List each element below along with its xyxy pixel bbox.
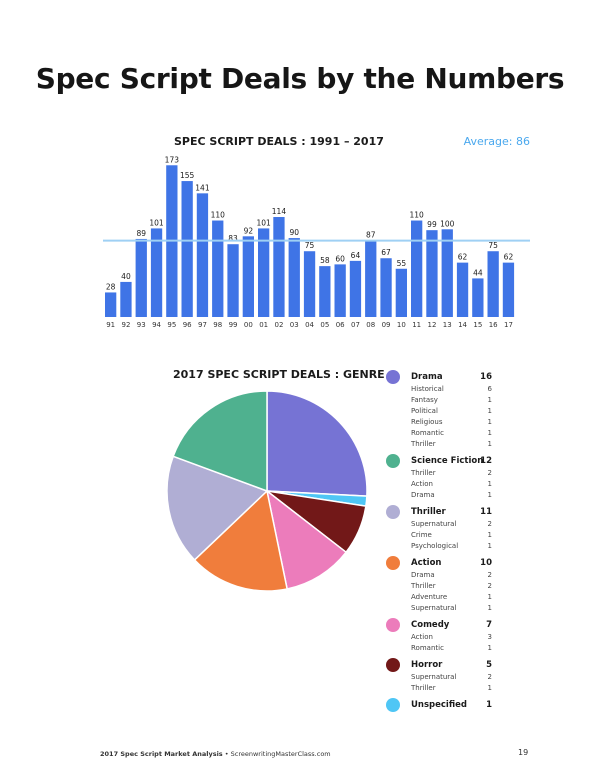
x-tick-label: 09 [381,321,391,329]
legend-subcount: 3 [487,633,492,641]
legend-subentry [386,570,500,581]
legend-sublabel: Supernatural [411,520,457,528]
legend-subentry [386,406,500,417]
bar-chart-title: SPEC SCRIPT DEALS : 1991 – 2017 [174,135,384,148]
pie-slice [267,391,367,496]
x-tick-label: 98 [213,321,223,329]
legend-entry [386,370,500,384]
x-tick-label: 94 [152,321,162,329]
legend-count: 5 [486,660,492,670]
legend-swatch [386,698,400,712]
legend-subcount: 2 [487,673,492,681]
legend-subcount: 1 [487,396,492,404]
legend-label: Horror [411,660,443,670]
legend-label: Science Fiction [411,456,484,466]
legend-subentry [386,384,500,395]
bar-value-label: 89 [136,228,147,238]
legend-sublabel: Fantasy [411,396,438,404]
footer-doc-title: 2017 Spec Script Market Analysis [100,750,223,758]
x-tick-label: 96 [182,321,192,329]
bar-value-label: 64 [350,250,361,260]
legend-label: Unspecified [411,700,467,710]
legend-count: 16 [480,372,492,382]
bar-value-label: 101 [256,218,271,228]
legend-subentry [386,428,500,439]
legend-count: 12 [480,456,492,466]
x-tick-label: 93 [136,321,146,329]
page-title: Spec Script Deals by the Numbers [35,62,565,95]
pie-chart-title: 2017 SPEC SCRIPT DEALS : GENRE [173,368,385,381]
legend-subcount: 1 [487,429,492,437]
legend-swatch [386,618,400,632]
legend-swatch [386,658,400,672]
bar-value-label: 100 [440,219,455,229]
legend-subentry [386,490,500,501]
bar-value-label: 87 [365,230,376,240]
legend-sublabel: Supernatural [411,604,457,612]
x-tick-label: 16 [488,321,498,329]
x-tick-label: 99 [228,321,238,329]
x-tick-label: 11 [412,321,422,329]
x-tick-label: 05 [320,321,330,329]
x-tick-label: 17 [503,321,513,329]
bar-value-label: 99 [427,220,437,230]
legend-swatch [386,505,400,519]
legend-sublabel: Religious [411,418,443,426]
legend-subcount: 2 [487,571,492,579]
legend-sublabel: Romantic [411,429,444,437]
legend-sublabel: Thriller [411,582,436,590]
legend-sublabel: Thriller [411,684,436,692]
x-tick-label: 14 [458,321,468,329]
legend-subentry [386,683,500,694]
legend-sublabel: Political [411,407,438,415]
x-tick-label: 15 [473,321,483,329]
bar-value-label: 60 [335,254,345,264]
legend-subentry [386,632,500,643]
x-tick-label: 07 [350,321,360,329]
legend-entry [386,698,500,712]
legend-subentry [386,395,500,406]
legend-count: 1 [486,700,492,710]
legend-sublabel: Drama [411,491,435,499]
legend-subentry [386,643,500,654]
bar-value-label: 67 [381,248,391,258]
x-tick-label: 03 [289,321,299,329]
legend-subentry [386,479,500,490]
x-tick-label: 91 [106,321,116,329]
legend-group [386,454,500,501]
legend-group [386,370,500,450]
bar-value-label: 110 [409,210,424,220]
bar-value-label: 62 [503,252,514,262]
legend-subcount: 1 [487,531,492,539]
legend-sublabel: Action [411,633,433,641]
legend-subcount: 2 [487,469,492,477]
legend-swatch [386,556,400,570]
bar-value-label: 28 [105,282,116,292]
footer-separator: • [222,750,231,758]
legend-subcount: 2 [487,582,492,590]
legend-subentry [386,530,500,541]
bar-value-label: 101 [149,218,164,228]
legend-group [386,698,500,712]
bar-value-label: 58 [320,256,330,266]
legend-subcount: 1 [487,407,492,415]
legend-label: Thriller [411,507,446,517]
bar-value-label: 83 [228,234,238,244]
legend-subentry [386,439,500,450]
legend-count: 7 [486,620,492,630]
bar-value-label: 155 [179,171,195,181]
legend-label: Comedy [411,620,450,630]
pie-legend [386,370,500,712]
x-tick-label: 04 [305,321,315,329]
legend-sublabel: Psychological [411,542,459,550]
average-label: Average: 86 [463,135,530,148]
bar-value-label: 90 [289,228,300,238]
bar-value-label: 114 [271,207,287,217]
legend-sublabel: Action [411,480,433,488]
legend-subcount: 1 [487,418,492,426]
legend-group [386,618,500,654]
legend-subentry [386,417,500,428]
page-number: 19 [518,748,529,757]
bar-value-label: 75 [488,241,498,251]
x-tick-label: 10 [396,321,406,329]
legend-count: 10 [480,558,492,568]
legend-entry [386,454,500,468]
legend-subcount: 1 [487,440,492,448]
bar-value-label: 40 [121,271,131,281]
legend-entry [386,505,500,519]
bar-value-label: 92 [243,226,254,236]
legend-sublabel: Historical [411,385,444,393]
legend-sublabel: Adventure [411,593,448,601]
legend-group [386,658,500,694]
legend-entry [386,618,500,632]
legend-entry [386,658,500,672]
legend-sublabel: Thriller [411,469,436,477]
bar-value-label: 55 [396,258,407,268]
footer [100,750,331,758]
legend-subentry [386,592,500,603]
legend-subcount: 1 [487,480,492,488]
x-tick-label: 12 [427,321,437,329]
legend-subcount: 1 [487,684,492,692]
legend-subcount: 1 [487,644,492,652]
x-tick-label: 01 [259,321,269,329]
bar-value-label: 62 [457,252,468,262]
legend-subentry [386,468,500,479]
x-tick-label: 00 [243,321,253,329]
legend-group [386,505,500,552]
legend-subentry [386,672,500,683]
footer-site: ScreenwritingMasterClass.com [230,750,331,758]
legend-sublabel: Romantic [411,644,444,652]
legend-sublabel: Crime [411,531,432,539]
bar-value-label: 141 [195,183,210,193]
legend-subentry [386,519,500,530]
legend-swatch [386,370,400,384]
x-tick-label: 08 [366,321,376,329]
legend-count: 11 [480,507,492,517]
legend-subentry [386,581,500,592]
legend-subcount: 1 [487,542,492,550]
legend-subcount: 1 [487,593,492,601]
x-tick-label: 02 [274,321,284,329]
legend-subentry [386,603,500,614]
legend-subcount: 1 [487,491,492,499]
legend-subentry [386,541,500,552]
legend-swatch [386,454,400,468]
legend-subcount: 2 [487,520,492,528]
legend-sublabel: Thriller [411,440,436,448]
bar-value-label: 44 [473,268,483,278]
x-tick-label: 95 [167,321,177,329]
legend-label: Action [411,558,442,568]
x-tick-label: 06 [335,321,345,329]
x-tick-label: 13 [442,321,452,329]
x-tick-label: 97 [197,321,207,329]
legend-entry [386,556,500,570]
legend-subcount: 1 [487,604,492,612]
legend-label: Drama [411,372,443,382]
bar-value-label: 75 [304,241,315,251]
x-tick-label: 92 [121,321,131,329]
legend-subcount: 6 [487,385,492,393]
bar-value-label: 110 [210,210,225,220]
bar-value-label: 173 [164,155,180,165]
legend-sublabel: Drama [411,571,435,579]
legend-group [386,556,500,614]
legend-sublabel: Supernatural [411,673,457,681]
